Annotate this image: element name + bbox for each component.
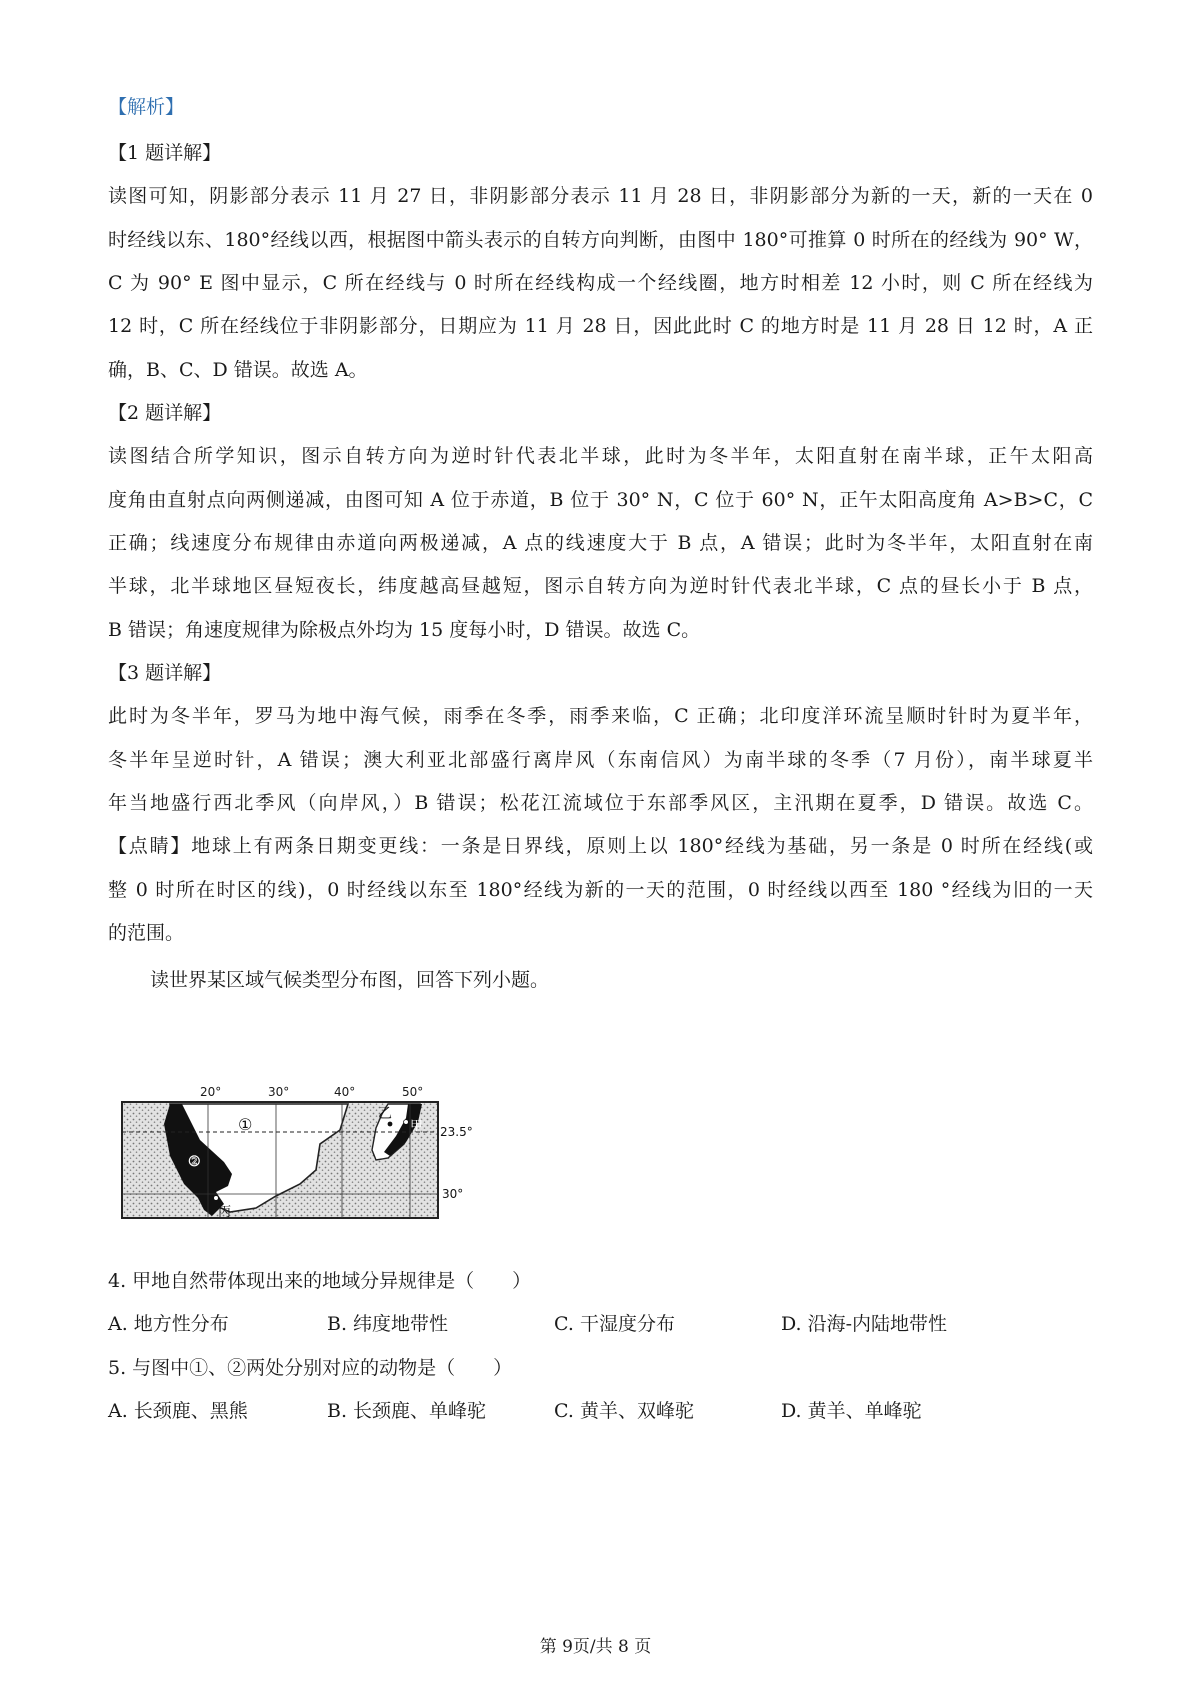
q4-option-b[interactable]: B. 纬度地带性 xyxy=(327,1313,449,1335)
question-5-stem: 5. 与图中①、②两处分别对应的动物是（ ） xyxy=(108,1357,513,1379)
q3-line: 冬半年呈逆时针，A 错误；澳大利亚北部盛行离岸风（东南信风）为南半球的冬季（7 月份），南半球夏半 xyxy=(108,749,1093,771)
point-yi xyxy=(388,1122,393,1127)
lat-label-30: 30° xyxy=(442,1187,464,1201)
q2-line: 度角由直射点向两侧递减，由图可知 A 位于赤道，B 位于 30° N，C 位于 60° N，正午太阳高度角 A>B>C，C xyxy=(108,489,1093,511)
page-footer: 第 9页/共 8 页 xyxy=(539,1637,652,1657)
region-label-jia: 甲 xyxy=(410,1119,424,1134)
q1-line: C 为 90° E 图中显示，C 所在经线与 0 时所在经线构成一个经线圈，地方时相差 12 小时，则 C 所在经线为 xyxy=(108,272,1093,294)
q5-option-d[interactable]: D. 黄羊、单峰驼 xyxy=(781,1400,922,1422)
q2-line: 半球，北半球地区昼短夜长，纬度越高昼越短，图示自转方向为逆时针代表北半球，C 点的昼长小于 B 点， xyxy=(108,575,1093,597)
q1-heading: 【1 题详解】 xyxy=(108,142,222,164)
tip-line: 【点睛】地球上有两条日期变更线：一条是日界线，原则上以 180°经线为基础，另一条是 0 时所在经线(或 xyxy=(108,835,1093,857)
lon-label-30: 30° xyxy=(268,1085,290,1099)
tip-line: 的范围。 xyxy=(108,922,185,944)
q3-heading: 【3 题详解】 xyxy=(108,662,222,684)
region-label-bing: 丙 xyxy=(218,1205,232,1220)
q1-line: 读图可知，阴影部分表示 11 月 27 日，非阴影部分表示 11 月 28 日，非阴影部分为新的一天，新的一天在 0 xyxy=(108,185,1093,207)
q4-option-a[interactable]: A. 地方性分布 xyxy=(108,1313,229,1335)
q5-option-c[interactable]: C. 黄羊、双峰驼 xyxy=(554,1400,694,1422)
analysis-title: 【解析】 xyxy=(108,96,185,118)
point-bing xyxy=(214,1196,219,1201)
region-label-1: ① xyxy=(238,1115,253,1134)
q1-line: 12 时，C 所在经线位于非阴影部分，日期应为 11 月 28 日，因此此时 C 的地方时是 11 月 28 日 12 时，A 正 xyxy=(108,315,1093,337)
lon-label-20: 20° xyxy=(200,1085,222,1099)
q4-option-c[interactable]: C. 干湿度分布 xyxy=(554,1313,675,1335)
point-jia xyxy=(404,1120,409,1125)
q2-heading: 【2 题详解】 xyxy=(108,402,222,424)
lat-label-23-5: 23.5° xyxy=(440,1125,473,1139)
climate-distribution-map xyxy=(120,1100,480,1250)
q3-line: 此时为冬半年，罗马为地中海气候，雨季在冬季，雨季来临，C 正确；北印度洋环流呈顺时针时为夏半年， xyxy=(108,705,1093,727)
q3-line: 年当地盛行西北季风（向岸风，）B 错误；松花江流域位于东部季风区，主汛期在夏季，D 错误。故选 C。 xyxy=(108,792,1093,814)
q2-line: B 错误；角速度规律为除极点外均为 15 度每小时，D 错误。故选 C。 xyxy=(108,619,701,641)
q5-option-a[interactable]: A. 长颈鹿、黑熊 xyxy=(108,1400,248,1422)
region-label-2: ② xyxy=(188,1154,201,1170)
q1-line: 确，B、C、D 错误。故选 A。 xyxy=(108,359,368,381)
region-label-yi: 乙 xyxy=(378,1106,392,1122)
q5-option-b[interactable]: B. 长颈鹿、单峰驼 xyxy=(327,1400,487,1422)
lon-label-50: 50° xyxy=(402,1085,424,1099)
question-intro: 读世界某区域气候类型分布图，回答下列小题。 xyxy=(150,969,550,991)
q1-line: 时经线以东、180°经线以西，根据图中箭头表示的自转方向判断，由图中 180°可推算 0 时所在的经线为 90° W， xyxy=(108,229,1093,251)
q2-line: 读图结合所学知识，图示自转方向为逆时针代表北半球，此时为冬半年，太阳直射在南半球，正午太阳高 xyxy=(108,445,1093,467)
tip-line: 整 0 时所在时区的线)，0 时经线以东至 180°经线为新的一天的范围，0 时经线以西至 180 °经线为旧的一天 xyxy=(108,879,1093,901)
lon-label-40: 40° xyxy=(334,1085,356,1099)
question-4-stem: 4. 甲地自然带体现出来的地域分异规律是（ ） xyxy=(108,1270,532,1292)
q4-option-d[interactable]: D. 沿海-内陆地带性 xyxy=(781,1313,948,1335)
q2-line: 正确；线速度分布规律由赤道向两极递减，A 点的线速度大于 B 点，A 错误；此时为冬半年，太阳直射在南 xyxy=(108,532,1093,554)
